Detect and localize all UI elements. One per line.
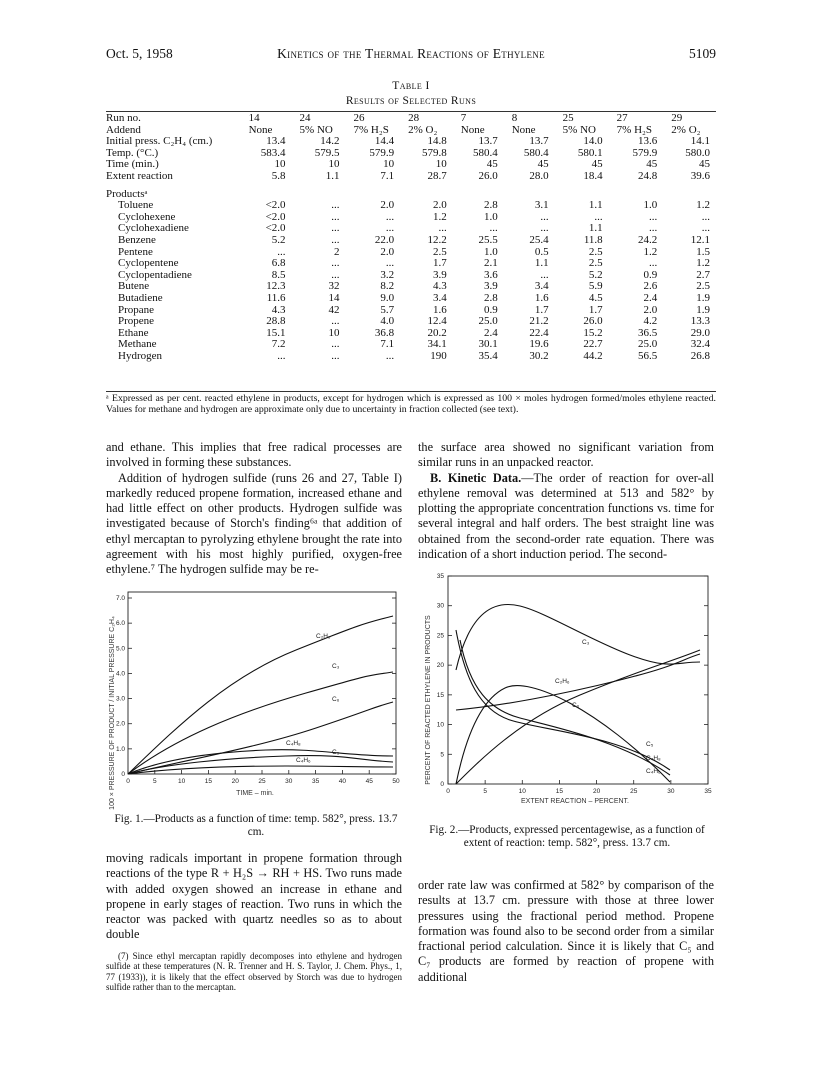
table-row [106,258,716,270]
fig1-curve-label: C₄H₈ [286,740,301,747]
fig1-x-tick-label: 20 [231,778,239,785]
row-label: Hydrogen [118,349,162,362]
table-cell: 190 [430,349,447,362]
row-label: Run no. [106,112,141,124]
table-row [106,212,716,224]
table-footnote: ᵃ Expressed as per cent. reacted ethylene in products, except for hydrogen which is expressed as 100 × moles hydrogen formed/moles ethylene reacted. Values for methane and hydrogen are approximate only due to uncertainty in fraction collected (see text). [106,393,716,415]
table-cell: 4.0 [380,315,395,328]
fig2-curve-label: C₃ [582,639,590,646]
table-cell: 45 [646,158,658,171]
table-cell: 27 [616,112,628,124]
table-cell: 2.5 [433,245,447,258]
table-cell: 579.8 [422,146,447,159]
table-cell: 26.0 [478,169,498,182]
table-cell: 32.4 [690,338,710,351]
table-row [106,293,716,305]
table-cell: 29 [671,112,683,124]
table-cell: 1.1 [588,222,603,235]
table-cell: 2.6 [643,280,658,293]
table-cell: 7.1 [380,338,395,351]
table-cell: 11.8 [583,233,603,246]
table-cell: 36.5 [638,326,658,339]
table-cell: 24 [299,112,311,124]
fig1-x-tick-label: 45 [365,778,373,785]
table-cell: 4.2 [643,315,658,328]
table-cell: 13.3 [690,315,710,328]
fig1-x-tick-label: 30 [285,778,293,785]
table-cell: 8.2 [380,280,395,293]
table-cell: 2.0 [643,303,658,316]
table-cell: 28 [408,112,420,124]
table-cell: 6.8 [271,257,286,270]
table-cell: 32 [328,280,340,293]
table-cell: <2.0 [265,210,286,223]
table-cell: 580.1 [577,146,603,159]
table-cell: 2.0 [433,199,447,212]
table-cell: 3.6 [483,268,498,281]
table-cell: <2.0 [265,199,286,212]
section-heading-kinetic-data: B. Kinetic Data. [430,470,522,485]
fig1-x-tick-label: 10 [177,778,186,785]
table-cell: ... [540,222,549,235]
fig2-x-tick-label: 25 [630,788,638,795]
figure-1 [106,578,406,810]
fig2-x-tick-label: 30 [667,788,675,795]
table-cell: 1.6 [534,291,549,304]
table-cell: 5.9 [588,280,603,293]
fig2-y-tick-label: 15 [436,691,444,699]
table-cell: 3.1 [534,199,549,212]
fig1-y-tick-label: 5.0 [115,645,125,653]
table-cell: 579.9 [632,146,658,159]
table-cell: 1.6 [433,303,447,316]
fig1-curve-label: C₆ [332,696,340,703]
fig2-x-tick-label: 35 [704,788,712,795]
fig2-y-tick-label: 10 [436,721,444,729]
table-cell: ... [649,210,658,223]
table-cell: 10 [435,158,447,171]
fig1-curve-label: C₅ [332,749,340,756]
table-cell: None [511,123,536,136]
fig1-y-tick-label: 4.0 [115,670,125,678]
table-cell: 2.5 [696,280,710,293]
fig1-curve-label: C₄H₆ [296,757,311,764]
figure-1-caption: Fig. 1.—Products as a function of time: temp. 582°, press. 13.7 cm. [114,813,398,838]
table-cell: 13.7 [529,135,549,148]
table-row [106,223,716,235]
table-cell: 10 [274,158,286,171]
fig2-x-tick-label: 0 [446,788,450,795]
table-cell: 583.4 [260,146,286,159]
table-cell: 1.1 [325,169,340,182]
table-cell: 7 [460,112,467,124]
table-cell: 580.0 [685,146,710,159]
table-cell: 1.2 [433,210,447,223]
table-cell: 7.2 [271,338,286,351]
table-cell: 22.4 [529,326,549,339]
table-cell: ... [331,233,340,246]
fig2-x-tick-label: 20 [592,788,601,795]
table-cell: 44.2 [583,349,603,362]
table-cell: 7% H₂S [353,123,389,136]
right-paragraph-3: order rate law was confirmed at 582° by comparison of the results at 13.7 cm. pressure with those at three lower pressures using the fractional period method. Propene formation was found also to be second order from a similar fractional period calculation. Since it is likely that C₅ and C₇ products are formed by reaction of propene with additional [418,878,714,984]
table-row [106,159,716,171]
table-cell: 10 [383,158,395,171]
table-cell: 1.0 [483,210,498,223]
table-cell: 19.6 [529,338,549,351]
left-paragraph-2: Addition of hydrogen sulfide (runs 26 and 27, Table I) markedly reduced propene formation, increased ethane and had little effect on other products. Hydrogen sulfide was investigated because of Storch's finding⁶ᵃ that addition of ethyl mercaptan to pyrolyzing ethylene brought the rate into agreement with his most highly purified, oxygen-free ethylene.⁷ The hydrogen sulfide may be re- [106,470,402,577]
table-cell: 45 [699,158,710,171]
table-cell: 579.5 [314,146,340,159]
table-cell: 25.0 [478,315,498,328]
table-cell: 18.4 [583,169,603,182]
table-cell: 1.1 [588,199,603,212]
table-cell: 1.2 [643,245,658,258]
table-cell: 2.0 [380,199,395,212]
table-cell: 2.5 [588,257,603,270]
table-cell: 4.5 [588,291,603,304]
row-label: Propane [118,303,155,316]
table-cell: 1.1 [534,257,549,270]
row-label: Ethane [118,326,149,339]
table-cell: 22.0 [374,233,395,246]
table-cell: 25.4 [529,233,549,246]
table-cell: ... [331,199,340,212]
table-cell: 15.1 [266,326,286,339]
table-row [106,235,716,247]
left-paragraph-1: and ethane. This implies that free radical processes are involved in forming these substances. [106,440,402,470]
table-cell: 5.2 [271,233,286,246]
table-cell: 30.1 [478,338,498,351]
table-cell: 1.9 [696,303,710,316]
fig2-y-axis-label: PERCENT OF REACTED ETHYLENE IN PRODUCTS [425,615,432,785]
table-cell: 1.7 [433,257,447,270]
right-paragraph-2-text: —The order of reaction for over-all ethylene removal was determined at 513 and 582° by plotting the appropriate concentration functions vs. time for several integral and half orders. The best straight line was obtained from the second-order rate equation. There was indication of a short induction period. The second- [418,470,714,562]
table-row [106,136,716,148]
table-cell: 3.9 [483,280,498,293]
table-cell: ... [331,349,340,362]
fig1-y-tick-label: 1.0 [115,745,125,753]
table-row [106,305,716,317]
row-label: Butene [118,280,150,293]
row-label: Temp. (°C.) [106,146,159,159]
table-row [106,328,716,340]
row-label: Cyclopentene [118,257,179,270]
table-cell: 5.2 [588,268,603,281]
table-cell: 14 [328,291,340,304]
table-cell: 28.8 [266,315,286,328]
header-page-number: 5109 [689,46,716,61]
fig2-curve-label: C₄H₆ [646,768,661,775]
table-cell: 580.4 [523,146,549,159]
fig1-y-axis-label: 100 × PRESSURE OF PRODUCT / INITIAL PRESSURE C₂H₄ [109,616,116,810]
row-label: Benzene [118,233,156,246]
table-cell: 1.7 [534,303,549,316]
table-cell: 14.8 [427,135,447,148]
table-cell: 21.2 [529,315,549,328]
table-cell: 1.2 [696,199,710,212]
table-cell: 39.6 [690,169,710,182]
table-cell: 14.1 [690,135,710,148]
table-cell: 2% O₂ [408,123,438,136]
fig2-y-tick-label: 25 [436,632,444,640]
table-cell: 579.9 [369,146,395,159]
fig1-y-tick-label: 6.0 [115,620,125,628]
fig2-y-tick-label: 35 [436,573,444,580]
table-cell: 1.2 [696,257,710,270]
table-cell: 5% NO [299,123,333,136]
table-cell: ... [331,222,340,235]
table-cell: 29.0 [690,326,710,339]
row-label: Cyclopentadiene [118,268,192,281]
fig1-x-tick-label: 0 [126,778,130,785]
table-cell: 28.0 [529,169,549,182]
fig1-x-tick-label: 15 [204,778,213,785]
footnote-7: (7) Since ethyl mercaptan rapidly decomposes into ethylene and hydrogen sulfide at these temperatures (N. R. Trenner and H. S. Taylor, J. Chem. Phys., 1, 77 (1933)), it is likely that the effect observed by Storch was due to hydrogen sulfide rather than to the mercaptan. [106,950,402,993]
table-cell: 34.1 [427,338,447,351]
products-heading-row [106,189,716,201]
table-cell: 8 [511,112,518,124]
table-cell: 3.9 [433,268,447,281]
fig2-x-tick-label: 5 [483,788,487,795]
table-cell: 13.6 [638,135,658,148]
table-cell: 45 [537,158,549,171]
fig2-y-tick-label: 30 [436,602,444,610]
table-cell: 5.7 [380,303,395,316]
table-cell: 1.0 [643,199,658,212]
table-cell: ... [649,257,658,270]
table-cell: None [248,123,273,136]
table-cell: ... [385,257,395,270]
table-cell: ... [540,210,549,223]
fig2-x-tick-label: 10 [518,788,526,795]
fig2-y-tick-label: 20 [436,662,444,670]
table-cell: ... [331,268,340,281]
table-cell: 24.8 [638,169,658,182]
figure-2-caption: Fig. 2.—Products, expressed percentagewise, as a function of extent of reaction: temp. 582°, press. 13.7 cm. [429,824,705,849]
table-cell: 24.2 [638,233,658,246]
table-cell: 5% NO [562,123,596,136]
table-cell: 2.4 [643,291,658,304]
row-label: Extent reaction [106,169,173,182]
header-date: Oct. 5, 1958 [106,46,173,61]
row-label: Butadiene [118,291,163,304]
table-row [106,200,716,212]
table-cell: ... [277,349,286,362]
fig2-y-tick-label: 0 [440,781,444,788]
table-cell: 56.5 [638,349,658,362]
right-column-lower [418,878,714,985]
table-cell: 20.2 [427,326,447,339]
table-cell: 2.8 [483,291,498,304]
table-cell: 0.9 [643,268,658,281]
table-cell: 42 [328,303,340,316]
table-cell: 35.4 [478,349,498,362]
table-cell: 5.8 [271,169,286,182]
table-cell: 45 [591,158,603,171]
products-heading: Productsᵃ [106,187,148,200]
table-cell: ... [385,222,395,235]
table-row [106,247,716,259]
table-cell: ... [331,257,340,270]
table-cell: ... [331,338,340,351]
table-cell: 3.4 [433,291,447,304]
table-cell: ... [277,245,286,258]
row-label: Cyclohexene [118,210,176,223]
results-table [106,113,716,362]
right-column-upper [418,440,714,562]
fig1-curve-label: C₃ [332,663,340,670]
table-cell: 13.4 [266,135,286,148]
table-cell: 9.0 [380,291,395,304]
table-cell: ... [701,222,710,235]
table-cell: ... [701,210,710,223]
table-cell: 25 [562,112,574,124]
table-cell: 28.7 [427,169,447,182]
table-cell: 14.0 [583,135,603,148]
table-cell: 4.3 [433,280,447,293]
table-cell: 30.2 [529,349,549,362]
row-label: Initial press. C₂H₄ (cm.) [106,135,213,148]
table-cell: 3.2 [380,268,395,281]
fig1-y-tick-label: 3.0 [115,695,125,703]
fig2-curve-label: C₄H₈ [646,755,661,762]
fig1-y-tick-label: 7.0 [115,595,125,602]
fig2-curve-label: C₂H₆ [555,678,570,685]
table-row [106,281,716,293]
fig1-x-tick-label: 35 [311,778,320,785]
fig2-curve-label: C₆ [572,702,580,709]
right-paragraph-1: the surface area showed no significant variation from similar runs in an unpacked reactor. [418,440,714,470]
row-label: Methane [118,338,157,351]
table-cell: ... [649,222,658,235]
table-cell: 26 [353,112,365,124]
figure-2 [420,570,716,810]
table-cell: 11.6 [266,291,286,304]
table-cell: ... [385,349,395,362]
fig1-y-tick-label: 0 [121,771,125,778]
right-paragraph-2 [418,471,714,563]
table-cell: 1.9 [696,291,710,304]
table-cell: 14.2 [320,135,340,148]
table-cell: ... [594,210,603,223]
table-cell: 36.8 [374,326,395,339]
table-row [106,171,716,183]
table-cell: 45 [486,158,498,171]
table-cell: 15.2 [583,326,603,339]
row-label: Time (min.) [106,158,159,171]
fig1-x-tick-label: 25 [258,778,266,785]
table-cell: 2.0 [380,245,395,258]
table-cell: 2.4 [483,326,498,339]
table-cell: ... [438,222,447,235]
table-cell: 10 [328,326,340,339]
table-cell: 13.7 [478,135,498,148]
table-cell: 22.7 [583,338,603,351]
table-cell: 12.1 [690,233,710,246]
left-paragraph-3: moving radicals important in propene formation through reactions of the type R + H₂S → RH + HS. Two runs made with added oxygen showed an increase in ethane and propene in early stages of reaction. Two runs in which the reactor was packed with quartz needles so as to about double [106,851,402,942]
fig1-x-tick-label: 40 [338,778,347,785]
table-cell: 0.9 [483,303,498,316]
table-cell: None [460,123,485,136]
header-title: Kinetics of the Thermal Reactions of Ethylene [277,46,545,61]
table-row [106,113,716,125]
table-cell: ... [385,210,395,223]
table-row [106,148,716,160]
table-cell: 7% H₂S [616,123,652,136]
running-header [106,46,716,66]
table-cell: 2.1 [483,257,498,270]
table-cell: 580.4 [472,146,498,159]
table-cell: ... [331,210,340,223]
fig2-curve-label: C₅ [646,741,654,748]
table-cell: 7.1 [380,169,395,182]
table-row [106,339,716,351]
table-cell: ... [331,315,340,328]
table-cell: 1.0 [483,245,498,258]
table-cell: ... [540,268,549,281]
table-label: Table I [392,80,430,92]
row-label: Cyclohexadiene [118,222,189,235]
table-cell: 10 [328,158,340,171]
table-cell: 12.4 [427,315,447,328]
table-cell: 2.7 [696,268,710,281]
table-cell: 26.0 [583,315,603,328]
fig1-x-axis-label: TIME – min. [236,790,274,797]
table-row [106,316,716,328]
fig2-y-tick-label: 5 [440,751,444,759]
table-cell: 2 [334,245,340,258]
table-title: Results of Selected Runs [345,95,477,107]
table-cell: 0.5 [534,245,549,258]
table-cell: 2% O₂ [671,123,701,136]
table-cell: 1.5 [696,245,710,258]
table-cell: ... [489,222,498,235]
table-cell: 12.2 [427,233,447,246]
row-label: Propene [118,315,155,328]
left-column-upper [106,440,402,578]
row-label: Pentene [118,245,153,258]
table-cell: 14 [248,112,260,124]
fig2-x-tick-label: 15 [555,788,564,795]
row-label: Addend [106,123,141,136]
row-label: Toluene [118,199,154,212]
table-cell: 1.7 [588,303,603,316]
table-cell: 25.0 [638,338,658,351]
left-column-lower [106,851,402,993]
table-row [106,351,716,363]
table-cell: 8.5 [271,268,286,281]
table-cell: 12.3 [266,280,286,293]
table-bottom-rule [106,391,716,392]
table-cell: 3.4 [534,280,549,293]
table-cell: 2.5 [588,245,603,258]
table-cell: 14.4 [374,135,395,148]
table-cell: 26.8 [690,349,710,362]
table-cell: 25.5 [478,233,498,246]
table-cell: 4.3 [271,303,286,316]
fig1-curve-label: C₂H₆ [316,633,331,640]
table-cell: 2.8 [483,199,498,212]
fig1-x-tick-label: 5 [152,778,157,785]
fig1-x-tick-label: 50 [392,778,400,785]
fig1-y-tick-label: 2.0 [115,720,125,728]
table-row [106,270,716,282]
fig2-x-axis-label: EXTENT REACTION – PERCENT. [520,798,630,805]
table-cell: <2.0 [265,222,286,235]
